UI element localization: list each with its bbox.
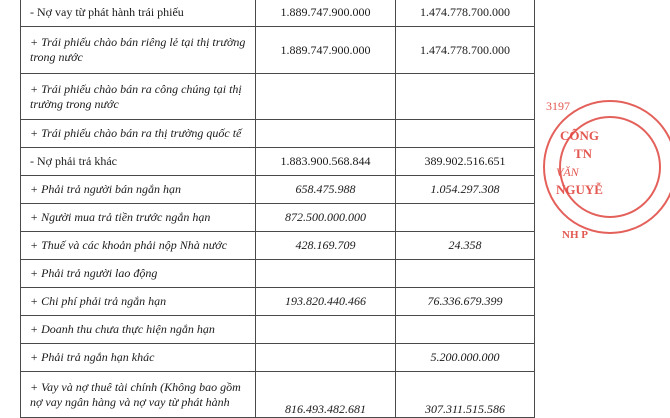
row-label: + Trái phiếu chào bán ra công chúng tại thị trường trong nước [21, 74, 256, 120]
row-label: + Trái phiếu chào bán ra thị trường quốc tế [21, 120, 256, 148]
row-label: + Người mua trả tiền trước ngắn hạn [21, 204, 256, 232]
row-label: - Nợ phải trả khác [21, 148, 256, 176]
row-value-prior: 1.474.778.700.000 [396, 0, 535, 27]
table-row [21, 316, 535, 344]
liabilities-table [20, 0, 535, 418]
row-value-prior: 76.336.679.399 [396, 288, 535, 316]
row-value-current: 193.820.440.466 [256, 288, 396, 316]
row-value-current [256, 316, 396, 344]
row-value-prior [396, 316, 535, 344]
table-row [21, 148, 535, 176]
row-value-prior [396, 204, 535, 232]
row-label: + Phải trả người bán ngắn hạn [21, 176, 256, 204]
seal-number: 3197 [546, 99, 570, 113]
seal-text-5: NH P [562, 229, 588, 241]
row-label: + Thuế và các khoản phải nộp Nhà nước [21, 232, 256, 260]
row-value-current [256, 344, 396, 372]
row-value-prior: 1.474.778.700.000 [396, 27, 535, 74]
row-value-current: 816.493.482.681 [256, 372, 396, 418]
row-value-prior: 5.200.000.000 [396, 344, 535, 372]
seal-text-4: NGUYỄ [556, 182, 603, 197]
row-value-current: 1.889.747.900.000 [256, 27, 396, 74]
table-row [21, 344, 535, 372]
row-label: + Trái phiếu chào bán riêng lẻ tại thị trường trong nước [21, 27, 256, 74]
seal-rings [544, 101, 670, 233]
table-row [21, 260, 535, 288]
row-value-current [256, 120, 396, 148]
row-value-prior: 307.311.515.586 [396, 372, 535, 418]
seal-text-3: VĂN [556, 165, 579, 179]
seal-text-1: CÔNG [560, 128, 599, 143]
table-row [21, 27, 535, 74]
row-label: + Chi phí phải trả ngắn hạn [21, 288, 256, 316]
table-row [21, 372, 535, 418]
company-seal-stamp [540, 82, 670, 252]
row-label: - Nợ vay từ phát hành trái phiếu [21, 0, 256, 27]
row-label: + Phải trả ngắn hạn khác [21, 344, 256, 372]
row-label: + Vay và nợ thuê tài chính (Không bao gồm nợ vay ngân hàng và nợ vay từ phát hành [21, 372, 256, 418]
row-value-current: 1.883.900.568.844 [256, 148, 396, 176]
row-label: + Phải trả người lao động [21, 260, 256, 288]
table-row [21, 232, 535, 260]
row-value-prior: 389.902.516.651 [396, 148, 535, 176]
seal-text-2: TN [574, 146, 593, 161]
table-row [21, 120, 535, 148]
row-label: + Doanh thu chưa thực hiện ngắn hạn [21, 316, 256, 344]
table-row [21, 176, 535, 204]
row-value-current: 872.500.000.000 [256, 204, 396, 232]
row-value-current [256, 74, 396, 120]
row-value-current: 428.169.709 [256, 232, 396, 260]
row-value-prior [396, 120, 535, 148]
row-value-current: 658.475.988 [256, 176, 396, 204]
row-value-prior: 24.358 [396, 232, 535, 260]
row-value-current: 1.889.747.900.000 [256, 0, 396, 27]
table-row [21, 288, 535, 316]
row-value-prior [396, 260, 535, 288]
row-value-prior [396, 74, 535, 120]
row-value-prior: 1.054.297.308 [396, 176, 535, 204]
row-value-current [256, 260, 396, 288]
table-row [21, 204, 535, 232]
table-row [21, 74, 535, 120]
table-row [21, 0, 535, 27]
